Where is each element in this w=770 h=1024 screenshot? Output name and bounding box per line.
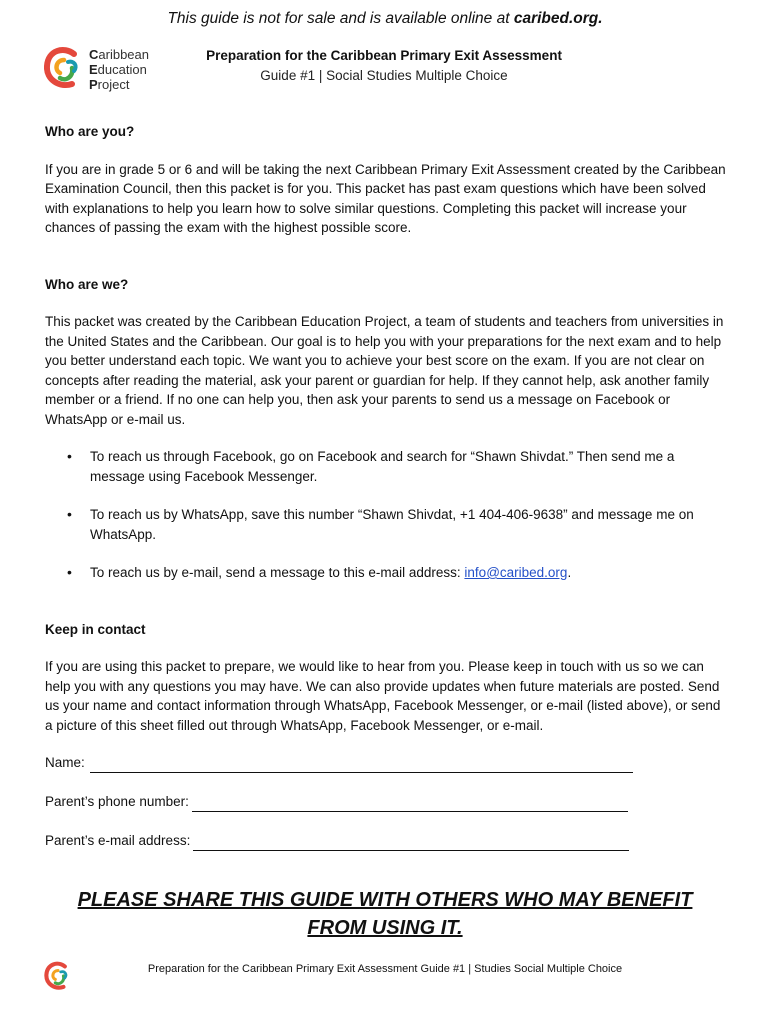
name-field[interactable] [90, 757, 633, 773]
share-line-1: PLEASE SHARE THIS GUIDE WITH OTHERS WHO MAY BENEFIT [77, 889, 693, 911]
logo-initial-e: E [89, 62, 98, 77]
parent-phone-field[interactable] [192, 796, 628, 812]
notice-prefix: This guide is not for sale and is available online at [167, 10, 514, 27]
email-bullet-prefix: To reach us by e-mail, send a message to this e-mail address: [90, 565, 465, 580]
email-field-row [45, 831, 730, 851]
document-body [45, 122, 730, 870]
name-label: Name: [45, 755, 85, 770]
logo-word-caribbean: aribbean [98, 47, 149, 62]
email-link[interactable]: info@caribed.org [464, 565, 568, 580]
logo-swirl-icon [44, 46, 84, 90]
page-footer: Preparation for the Caribbean Primary Exit Assessment Guide #1 | Studies Social Multiple Choice [147, 963, 623, 975]
paragraph-who-are-we: This packet was created by the Caribbean Education Project, a team of students and teachers from universities in the United States and the Caribbean. Our goal is to help you with your preparations for the next exam and to help you better understand each topic. We want you to achieve your best score on the exam. If you are not clear on concepts after reading the material, ask your parent or guardian for help. If they cannot help, ask another family member or a friend. If no one can help you, then ask your parents to send us a message on Facebook or WhatsApp or e-mail us. [45, 314, 724, 427]
footer-swirl-icon [44, 961, 72, 991]
heading-who-are-you: Who are you? [45, 124, 135, 139]
logo-initial-p: P [89, 77, 98, 92]
document-subtitle: Guide #1 | Social Studies Multiple Choice [260, 68, 508, 83]
logo-wordmark [89, 47, 149, 92]
email-bullet-suffix: . [567, 565, 572, 580]
logo-word-education: ducation [97, 62, 147, 77]
list-item-facebook: • To reach us through Facebook, go on Facebook and search for “Shawn Shivdat.” Then send me a message using Facebook Messenger. [45, 447, 730, 486]
phone-label: Parent’s phone number: [45, 794, 189, 809]
notice-site: caribed.org. [513, 10, 603, 27]
parent-email-field[interactable] [193, 835, 629, 851]
name-field-row [45, 753, 730, 773]
contact-methods-list [45, 447, 730, 583]
paragraph-who-are-you: If you are in grade 5 or 6 and will be taking the next Caribbean Primary Exit Assessment created by the Caribbean Examination Council, then this packet is for you. This packet has past exam questions which have been solved with explanations to help you learn how to solve similar questions. Completing this packet will increase your chances of passing the exam with the highest possible score. [45, 161, 726, 235]
heading-who-are-we: Who are we? [45, 276, 129, 292]
logo-word-project: roject [97, 77, 130, 92]
share-callout [0, 886, 770, 942]
list-item-whatsapp: • To reach us by WhatsApp, save this number “Shawn Shivdat, +1 404-406-9638” and message me on WhatsApp. [45, 505, 730, 544]
share-line-2: FROM USING IT. [307, 917, 463, 939]
caribbean-education-project-logo [44, 44, 174, 94]
paragraph-keep-in-contact: If you are using this packet to prepare, we would like to hear from you. Please keep in touch with us so we can help you with any questions you may have. We can also provide updates when future materials are posted. Send us your name and contact information through WhatsApp, Facebook Messenger, or e-mail (listed above), or send a picture of this sheet filled out through WhatsApp, Facebook Messenger, or e-mail. [45, 659, 721, 733]
availability-notice [0, 10, 770, 28]
logo-initial-c: C [89, 47, 99, 62]
heading-keep-in-contact: Keep in contact [45, 621, 146, 637]
document-title: Preparation for the Caribbean Primary Exit Assessment [206, 48, 562, 63]
list-item-email [45, 563, 730, 583]
phone-field-row [45, 792, 730, 812]
footer-logo [44, 961, 72, 996]
parent-email-label: Parent’s e-mail address: [45, 833, 191, 848]
